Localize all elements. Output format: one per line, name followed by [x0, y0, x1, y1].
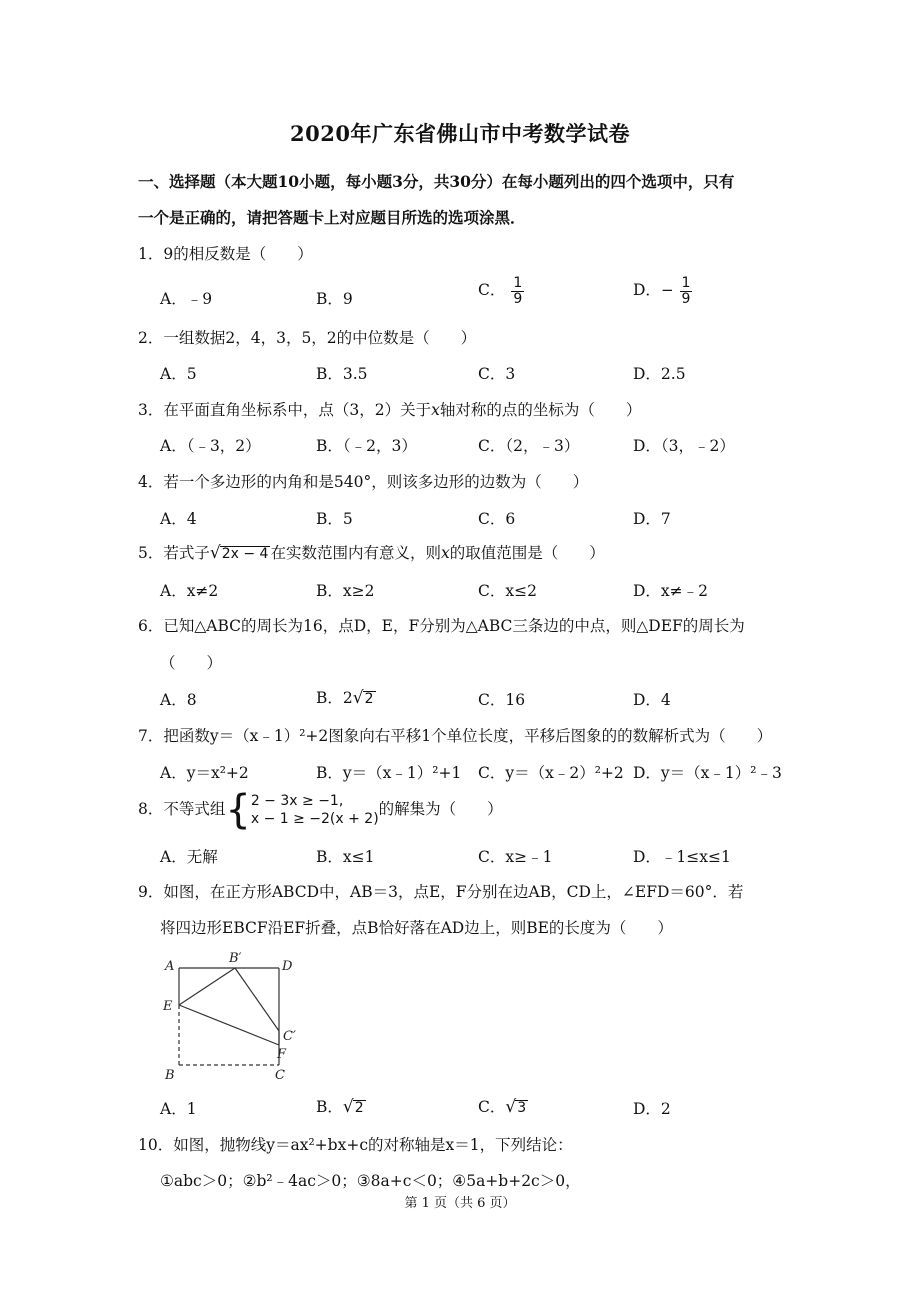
label-d: D: [282, 959, 293, 974]
label-c-prime: C′: [283, 1029, 296, 1044]
question-9-figure: [155, 948, 315, 1083]
radicand: 2: [364, 691, 374, 707]
question-2-option-c: C．3: [478, 365, 516, 383]
fraction: [511, 276, 524, 306]
label-e: E: [163, 999, 173, 1014]
option-label: D．: [633, 281, 661, 300]
question-3-option-b: B．（﹣2，3）: [316, 437, 417, 455]
question-9-option-c: [478, 1095, 528, 1117]
question-3-stem: [138, 398, 641, 420]
question-8-option-b: B．x≤1: [316, 848, 375, 866]
question-4-option-c: C．6: [478, 510, 516, 528]
stem-text: 3．在平面直角坐标系中，点（3，2）关于: [138, 401, 432, 419]
question-2-stem: 2．一组数据2，4，3，5，2的中位数是（ ）: [138, 329, 477, 347]
question-4-stem: 4．若一个多边形的内角和是540°，则该多边形的边数为（ ）: [138, 473, 589, 491]
variable: x: [440, 544, 450, 562]
question-10-stem: 10．如图，抛物线y＝ax²+bx+c的对称轴是x＝1，下列结论：: [138, 1136, 573, 1154]
stem-text: 轴对称的点的坐标为（ ）: [439, 401, 642, 419]
inequality-1: 2 − 3x ≥ −1,: [250, 792, 344, 809]
question-10-conclusions: ①abc＞0；②b²﹣4ac＞0；③8a+c＜0；④5a+b+2c＞0，: [160, 1172, 581, 1190]
edge-b-prime-c-prime: [235, 968, 279, 1031]
stem-text: 的取值范围是（ ）: [449, 544, 605, 562]
page-footer: 第 1 页（共 6 页）: [404, 1196, 516, 1211]
label-f: F: [277, 1047, 287, 1062]
label-b: B: [165, 1068, 175, 1083]
denominator: 9: [513, 290, 523, 307]
question-3-option-d: D．（3，﹣2）: [633, 437, 735, 455]
label-b-prime: B′: [229, 951, 242, 966]
radical-sign: √: [342, 1097, 354, 1117]
question-5-option-a: A．x≠2: [160, 582, 219, 600]
inequality-2: x − 1 ≥ −2(x + 2): [250, 811, 379, 827]
stem-text: 在实数范围内有意义，则: [270, 544, 441, 562]
question-2-option-a: A．5: [160, 365, 197, 383]
question-1-option-b: B．9: [316, 290, 353, 308]
option-label: C．: [478, 281, 506, 300]
radical-sign: √: [505, 1097, 517, 1117]
radical-sign: √: [209, 543, 221, 563]
stem-text: 8．不等式组: [138, 800, 226, 818]
denominator: 9: [681, 290, 691, 307]
question-3-option-a: A．（﹣3，2）: [160, 437, 261, 455]
question-4-option-b: B．5: [316, 510, 353, 528]
inequality-system: [251, 792, 379, 828]
section-instructions-line2: 一个是正确的，请把答题卡上对应题目所选的选项涂黑．: [138, 208, 526, 227]
question-8-option-d: D．﹣1≤x≤1: [633, 848, 731, 866]
question-9-stem-line1: 9．如图，在正方形ABCD中，AB＝3，点E，F分别在边AB，CD上，∠EFD＝60°．若: [138, 883, 744, 901]
minus-sign: −: [660, 281, 674, 300]
question-6-option-a: A．8: [160, 691, 197, 709]
fraction: [680, 276, 693, 306]
question-7-option-c: C．y＝（x﹣2）²+2: [478, 764, 624, 782]
question-1-option-a: A．﹣9: [160, 290, 213, 308]
variable: x: [431, 401, 440, 419]
option-label: C．: [478, 1098, 506, 1116]
edge-ef: [179, 1005, 279, 1045]
question-7-stem: 7．把函数y＝（x﹣1）²+2图象向右平移1个单位长度，平移后图象的的数解析式为（ ）: [138, 727, 773, 745]
question-9-option-d: D．2: [633, 1100, 671, 1118]
option-label: B．2: [316, 689, 353, 707]
question-5-stem: [138, 541, 605, 563]
question-5-option-c: C．x≤2: [478, 582, 537, 600]
question-5-option-d: D．x≠﹣2: [633, 582, 709, 600]
question-3-option-c: C．（2，﹣3）: [478, 437, 580, 455]
question-9-option-b: [316, 1095, 366, 1117]
question-6-option-d: D．4: [633, 691, 671, 709]
edge-eb-prime: [179, 968, 235, 1005]
question-8-stem: [138, 787, 503, 833]
label-a: A: [165, 959, 175, 974]
question-6-option-c: C．16: [478, 691, 526, 709]
radicand: 3: [517, 1100, 527, 1116]
question-9-option-a: A．1: [160, 1100, 197, 1118]
question-4-option-d: D．7: [633, 510, 671, 528]
question-9-stem-line2: 将四边形EBCF沿EF折叠，点B恰好落在AD边上，则BE的长度为（ ）: [160, 919, 673, 937]
option-label: B．: [316, 1098, 343, 1116]
radicand: 2: [354, 1100, 364, 1116]
brace-icon: {: [225, 787, 251, 833]
label-c: C: [275, 1068, 285, 1083]
stem-text: 的解集为（ ）: [378, 800, 503, 818]
question-2-option-b: B．3.5: [316, 365, 368, 383]
question-4-option-a: A．4: [160, 510, 197, 528]
section-instructions-line1: 一、选择题（本大题10小题，每小题3分，共30分）在每小题列出的四个选项中，只有: [138, 172, 735, 191]
question-7-option-d: D．y＝（x﹣1）²﹣3: [633, 764, 782, 782]
radical-sign: √: [352, 688, 364, 708]
question-6-option-b: [316, 686, 376, 708]
question-7-option-a: A．y＝x²+2: [160, 764, 249, 782]
question-8-option-c: C．x≥﹣1: [478, 848, 553, 866]
question-6-stem-cont: （ ）: [160, 654, 223, 672]
numerator: 1: [681, 275, 691, 291]
question-1-stem: 1．9的相反数是（ ）: [138, 245, 313, 263]
question-7-option-b: B．y＝（x﹣1）²+1: [316, 764, 462, 782]
radicand: 2x − 4: [221, 546, 269, 562]
stem-text: 5．若式子: [138, 544, 210, 562]
question-8-option-a: A．无解: [160, 848, 218, 866]
question-5-option-b: B．x≥2: [316, 582, 375, 600]
question-2-option-d: D．2.5: [633, 365, 686, 383]
question-1-option-c: [478, 276, 524, 306]
page-title: 2020年广东省佛山市中考数学试卷: [290, 121, 630, 146]
numerator: 1: [513, 275, 523, 291]
question-1-option-d: [633, 276, 692, 306]
question-6-stem: 6．已知△ABC的周长为16，点D，E，F分别为△ABC三条边的中点，则△DEF的周长为: [138, 617, 745, 635]
